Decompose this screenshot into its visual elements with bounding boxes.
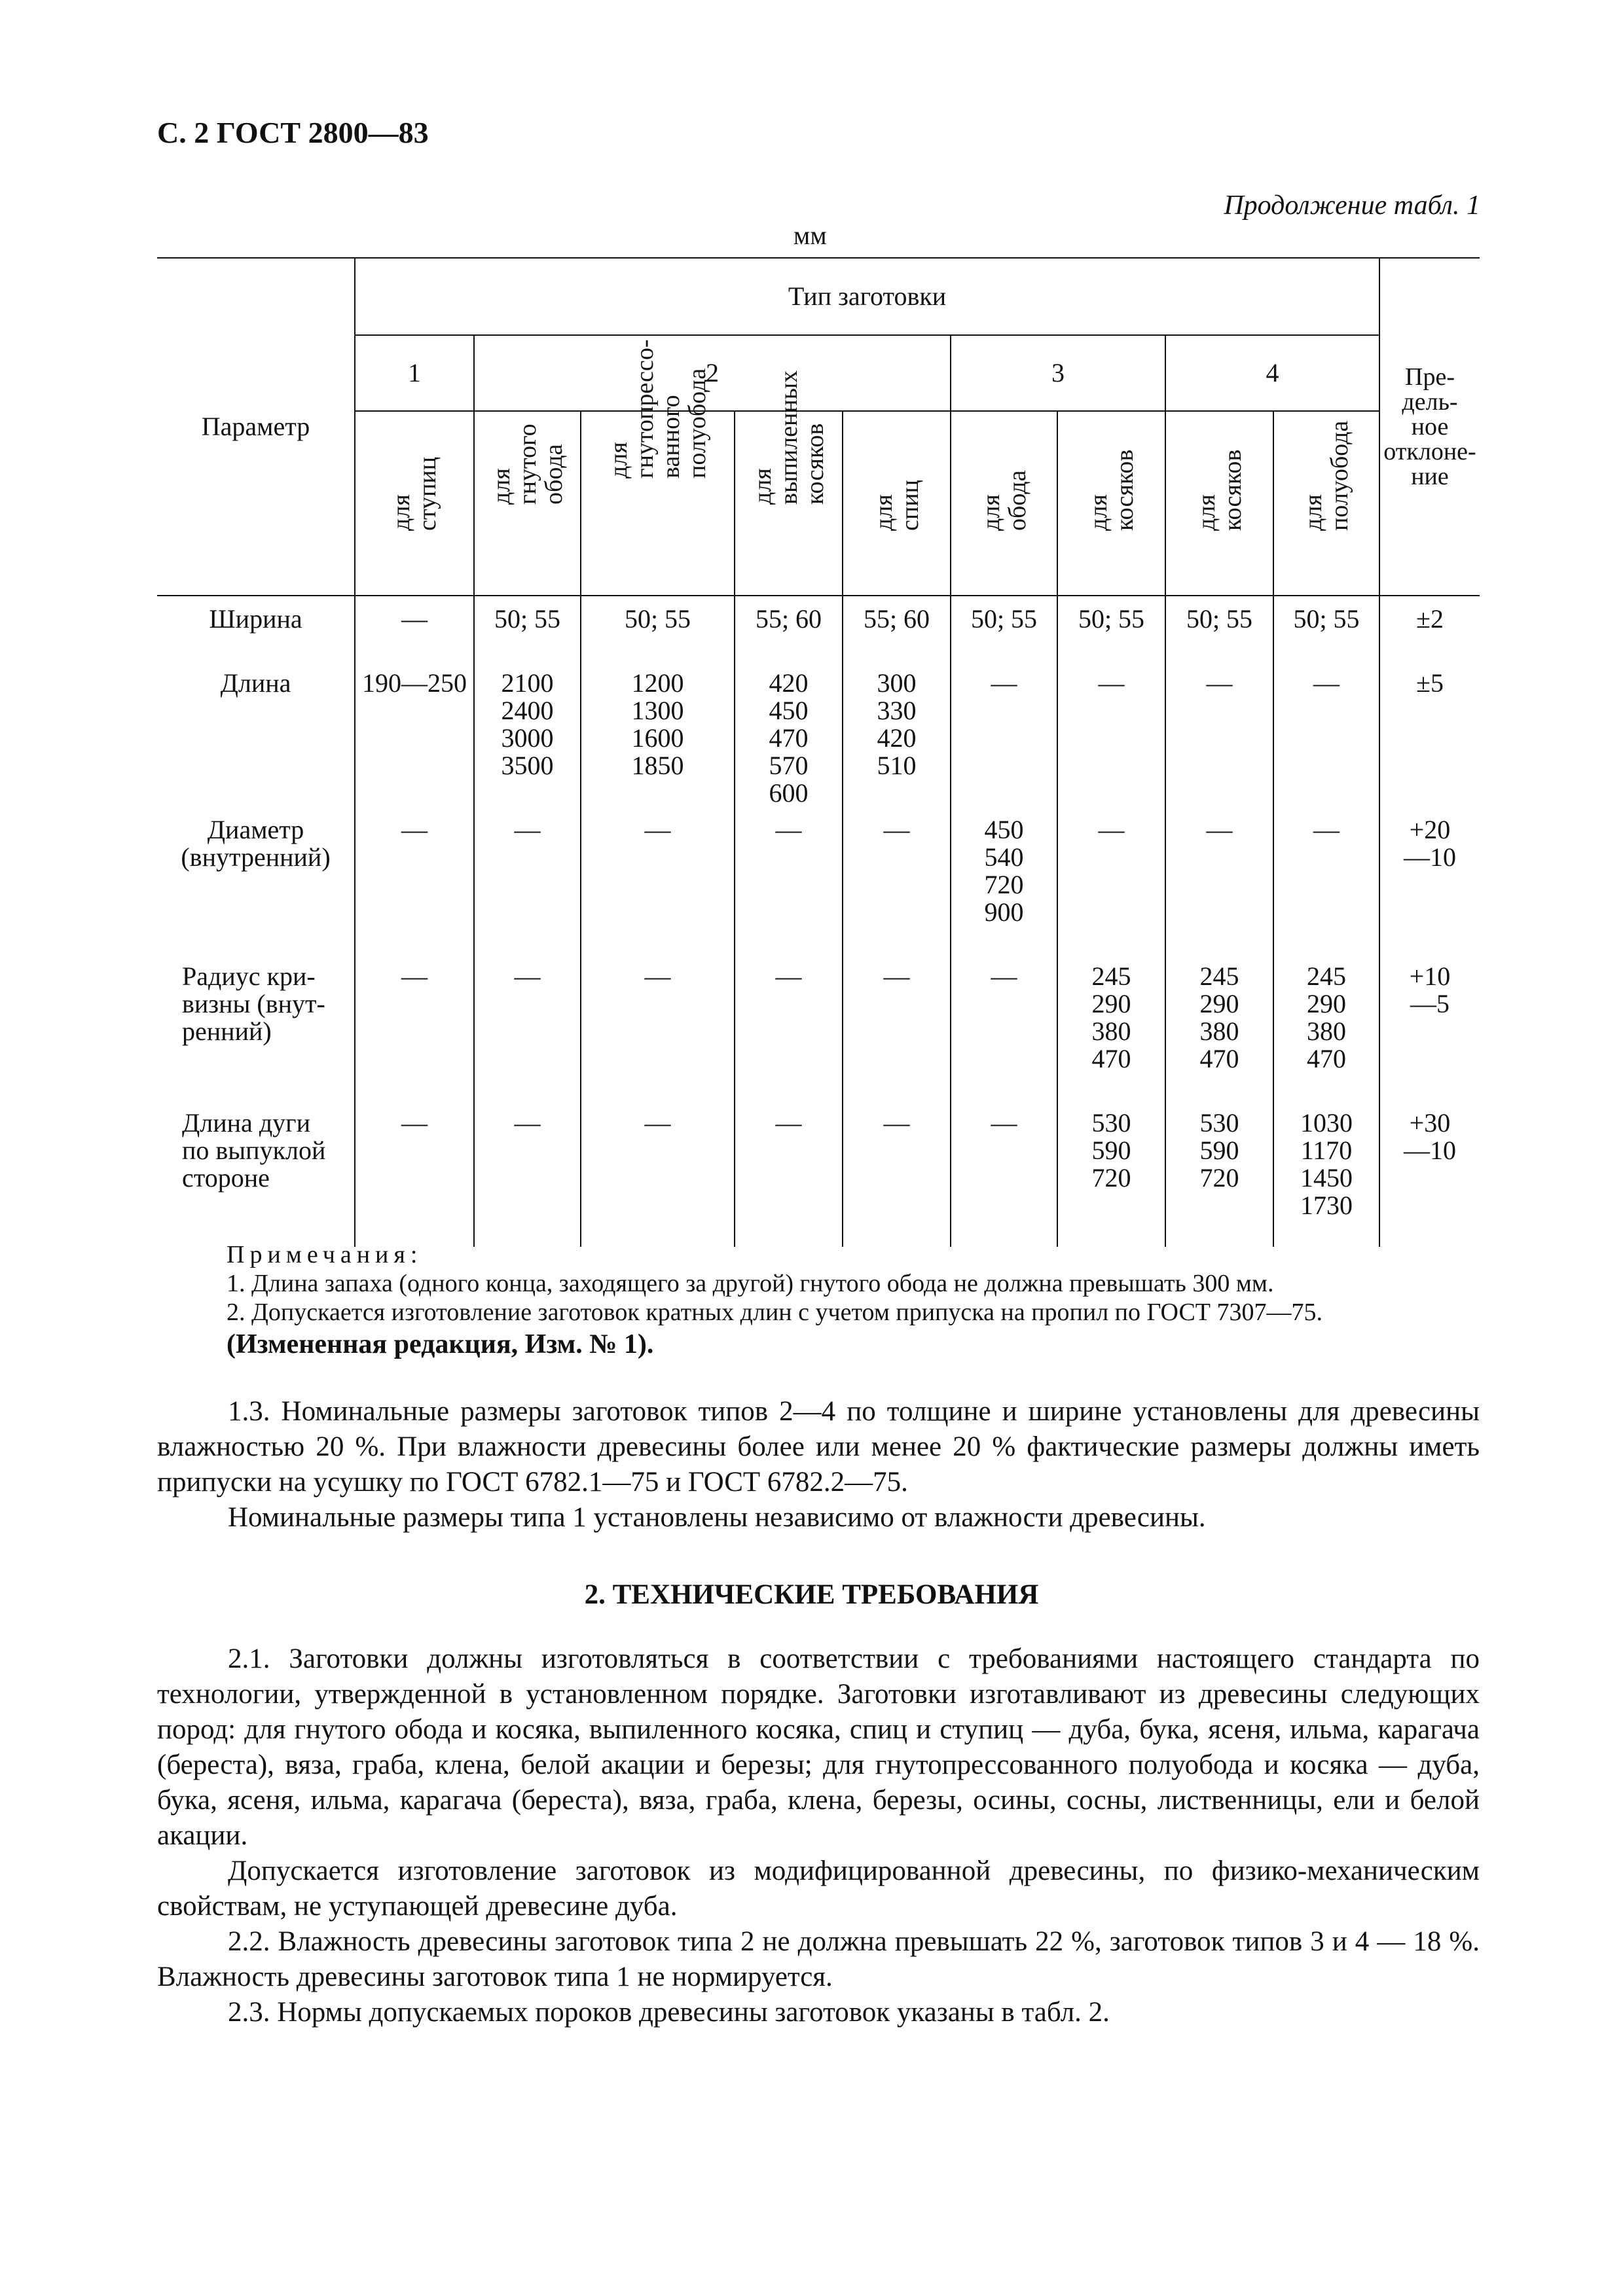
subheader-half-rim: для полуобода [1300,420,1353,531]
cell: — [581,954,735,1100]
cell: 50; 55 [951,596,1057,660]
deviation-cell: +30 —10 [1379,1100,1480,1247]
cell: — [355,954,474,1100]
deviation-cell: +20 —10 [1379,807,1480,954]
type-group-1: 1 [355,335,474,411]
type-group-4: 4 [1165,335,1379,411]
cell: — [951,1100,1057,1247]
cell: — [843,954,951,1100]
clause-1-3 [157,1394,1480,1535]
section-heading: 2. ТЕХНИЧЕСКИЕ ТРЕБОВАНИЯ [584,1579,1039,1610]
cell: — [1057,660,1165,807]
blanks-dimensions-table [157,257,1480,1247]
cell: — [735,954,843,1100]
paragraph: 2.2. Влажность древесины заготовок типа 2 не должна превышать 22 %, заготовок типов 3 и 4 — 18 %. Влажность древесины заготовок типа 1 не нормируется. [157,1926,1480,1992]
table-row [157,1100,1480,1247]
cell: 300 330 420 510 [843,660,951,807]
cell: 50; 55 [581,596,735,660]
cell: — [581,1100,735,1247]
paragraph: Номинальные размеры типа 1 установлены независимо от влажности древесины. [228,1502,1206,1533]
cell: 190—250 [355,660,474,807]
table-row [157,596,1480,660]
subheader-bent-rim: для гнутого обода [487,423,568,505]
paragraph: 2.1. Заготовки должны изготовляться в соответствии с требованиями настоящего стандарта по технологии, утвержденной в установленном порядке. Заготовки изготавливают из древесины следующих пород: для гнутого обода и косяка, выпиленного косяка, спиц и ступиц — дуба, бука, ясеня, ильма, карагача (береста), вяза, граба, клена, белой акации и березы; для гнутопрессованного полуобода и косяка — дуба, бука, ясеня, ильма, карагача (береста), вяза, граба, клена, березы, осины, сосны, лиственницы, ели и белой акации. [157,1643,1480,1851]
cell: 2100 2400 3000 3500 [474,660,581,807]
deviation-cell: ±5 [1379,660,1480,807]
type-header: Тип заготовки [355,258,1379,335]
paragraph: Допускается изготовление заготовок из модифицированной древесины, по физико-механическим свойствам, не уступающей древесине дуба. [157,1856,1480,1922]
cell: — [951,954,1057,1100]
cell: — [355,807,474,954]
paragraph: 2.3. Нормы допускаемых пороков древесины заготовок указаны в табл. 2. [228,1997,1110,2028]
cell: 55; 60 [735,596,843,660]
amendment-note: (Измененная редакция, Изм. № 1). [227,1329,654,1359]
page-title: С. 2 ГОСТ 2800—83 [157,116,429,149]
cell: 1030 1170 1450 1730 [1273,1100,1379,1247]
row-label: Ширина [209,604,302,634]
cell: — [1165,660,1273,807]
cell: 245 290 380 470 [1165,954,1273,1100]
cell: 530 590 720 [1057,1100,1165,1247]
cell: — [951,660,1057,807]
cell: — [1165,807,1273,954]
cell: — [1273,660,1379,807]
cell: — [1273,807,1379,954]
paragraph: 1.3. Номинальные размеры заготовок типов 2—4 по толщине и ширине установлены для древесины влажностью 20 %. При влажности древесины более или менее 20 % фактические размеры должны иметь припуски на усушку по ГОСТ 6782.1—75 и ГОСТ 6782.2—75. [157,1396,1480,1498]
cell: — [843,1100,951,1247]
subheader-felloes-4: для косяков [1192,449,1247,531]
param-header: Параметр [157,258,355,596]
cell: — [735,807,843,954]
cell: — [843,807,951,954]
subheader-pressed-half-rim: для гнутопрессо- ванного полуобода [604,339,711,478]
deviation-header: Пре- дель- ное отклоне- ние [1379,258,1480,596]
cell: 55; 60 [843,596,951,660]
cell: 245 290 380 470 [1273,954,1379,1100]
cell: — [474,1100,581,1247]
subheader-hub: для ступиц [388,457,441,531]
cell: 50; 55 [1165,596,1273,660]
notes-title: Примечания: [227,1241,423,1268]
note-item: 1. Длина запаха (одного конца, заходящего за другой) гнутого обода не должна превышать 300 мм. [227,1270,1274,1297]
subheader-sawn-felloes: для выпиленных косяков [748,370,829,505]
cell: 420 450 470 570 600 [735,660,843,807]
cell: 245 290 380 470 [1057,954,1165,1100]
row-label: Радиус кри- визны (внут- ренний) [182,961,325,1046]
deviation-cell: ±2 [1379,596,1480,660]
table-row [157,660,1480,807]
cell: 50; 55 [1057,596,1165,660]
cell: 50; 55 [474,596,581,660]
cell: 1200 1300 1600 1850 [581,660,735,807]
cell: — [1057,807,1165,954]
cell: 530 590 720 [1165,1100,1273,1247]
cell: — [735,1100,843,1247]
table-row [157,954,1480,1100]
note-item: 2. Допускается изготовление заготовок кратных длин с учетом припуска на пропил по ГОСТ 7307—75. [227,1299,1323,1326]
deviation-cell: +10 —5 [1379,954,1480,1100]
cell: — [474,807,581,954]
section-2-body [157,1641,1480,2030]
table-notes [227,1240,1470,1327]
subheader-felloes-3: для косяков [1084,449,1139,531]
cell: — [474,954,581,1100]
row-label: Длина дуги по выпуклой стороне [182,1108,326,1193]
table-continuation-label: Продолжение табл. 1 [1224,190,1480,221]
cell: — [355,596,474,660]
row-label: Диаметр (внутренний) [181,815,331,872]
table-row [157,807,1480,954]
table-unit: мм [793,221,827,250]
cell: 50; 55 [1273,596,1379,660]
cell: — [355,1100,474,1247]
row-label: Длина [220,668,291,698]
type-group-3: 3 [951,335,1165,411]
subheader-spokes: для спиц [869,480,924,531]
cell: — [581,807,735,954]
cell: 450 540 720 900 [951,807,1057,954]
type-group-2: 2 [474,335,951,411]
subheader-rim: для обода [977,470,1031,531]
